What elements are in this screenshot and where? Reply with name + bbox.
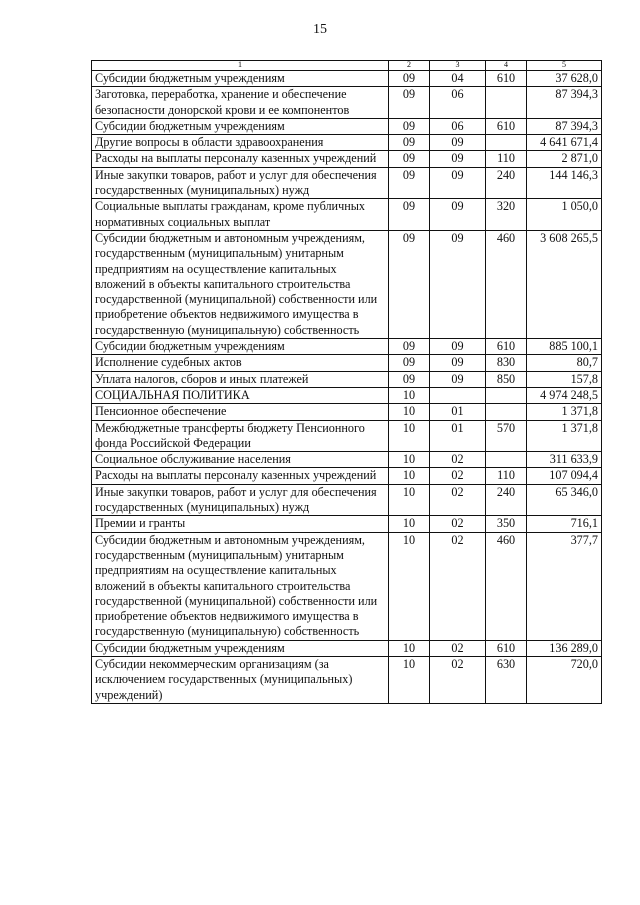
table-row [92, 371, 602, 387]
row-name-cell: Другие вопросы в области здравоохранения [92, 135, 389, 151]
row-subsection-cell: 06 [430, 118, 486, 134]
table-body [92, 71, 602, 704]
row-subsection-cell: 02 [430, 516, 486, 532]
row-expense-type-cell: 830 [486, 355, 527, 371]
row-section-cell: 10 [389, 452, 430, 468]
row-subsection-cell: 02 [430, 452, 486, 468]
row-section-cell: 10 [389, 404, 430, 420]
row-amount-cell: 136 289,0 [527, 640, 602, 656]
row-amount-cell: 3 608 265,5 [527, 230, 602, 338]
table-row [92, 452, 602, 468]
row-expense-type-cell: 630 [486, 656, 527, 703]
table-row [92, 199, 602, 231]
row-expense-type-cell: 610 [486, 640, 527, 656]
row-amount-cell: 107 094,4 [527, 468, 602, 484]
row-name-cell: Субсидии бюджетным учреждениям [92, 640, 389, 656]
row-section-cell: 10 [389, 640, 430, 656]
row-amount-cell: 2 871,0 [527, 151, 602, 167]
row-name-cell: Пенсионное обеспечение [92, 404, 389, 420]
row-name-cell: Премии и гранты [92, 516, 389, 532]
table-row [92, 484, 602, 516]
row-name-cell: Иные закупки товаров, работ и услуг для обеспечения государственных (муниципальных) нужд [92, 484, 389, 516]
row-expense-type-cell [486, 452, 527, 468]
table-row [92, 420, 602, 452]
row-name-cell: Субсидии бюджетным учреждениям [92, 118, 389, 134]
row-section-cell: 09 [389, 339, 430, 355]
table-row [92, 532, 602, 640]
column-number-2: 2 [389, 61, 430, 71]
row-section-cell: 10 [389, 484, 430, 516]
table-row [92, 230, 602, 338]
row-amount-cell: 65 346,0 [527, 484, 602, 516]
column-number-5: 5 [527, 61, 602, 71]
row-amount-cell: 80,7 [527, 355, 602, 371]
table-row [92, 468, 602, 484]
row-section-cell: 09 [389, 371, 430, 387]
row-expense-type-cell: 110 [486, 151, 527, 167]
row-subsection-cell: 09 [430, 339, 486, 355]
row-section-cell: 09 [389, 87, 430, 119]
row-section-cell: 09 [389, 71, 430, 87]
row-amount-cell: 1 050,0 [527, 199, 602, 231]
row-subsection-cell: 02 [430, 532, 486, 640]
row-subsection-cell: 06 [430, 87, 486, 119]
row-section-cell: 10 [389, 387, 430, 403]
row-name-cell: Межбюджетные трансферты бюджету Пенсионного фонда Российской Федерации [92, 420, 389, 452]
row-amount-cell: 716,1 [527, 516, 602, 532]
row-name-cell: Субсидии бюджетным учреждениям [92, 339, 389, 355]
table-row [92, 339, 602, 355]
row-amount-cell: 377,7 [527, 532, 602, 640]
row-subsection-cell: 02 [430, 640, 486, 656]
row-amount-cell: 87 394,3 [527, 118, 602, 134]
table-row [92, 656, 602, 703]
row-subsection-cell: 09 [430, 151, 486, 167]
row-expense-type-cell: 610 [486, 71, 527, 87]
row-amount-cell: 37 628,0 [527, 71, 602, 87]
row-section-cell: 09 [389, 230, 430, 338]
row-name-cell: СОЦИАЛЬНАЯ ПОЛИТИКА [92, 387, 389, 403]
row-name-cell: Уплата налогов, сборов и иных платежей [92, 371, 389, 387]
row-subsection-cell: 02 [430, 468, 486, 484]
row-amount-cell: 885 100,1 [527, 339, 602, 355]
row-subsection-cell: 09 [430, 199, 486, 231]
row-section-cell: 09 [389, 167, 430, 199]
table-row [92, 135, 602, 151]
row-expense-type-cell: 460 [486, 532, 527, 640]
table-row [92, 387, 602, 403]
row-expense-type-cell [486, 387, 527, 403]
row-subsection-cell: 02 [430, 656, 486, 703]
row-section-cell: 09 [389, 151, 430, 167]
row-amount-cell: 311 633,9 [527, 452, 602, 468]
row-name-cell: Социальное обслуживание населения [92, 452, 389, 468]
row-name-cell: Субсидии бюджетным и автономным учреждениям, государственным (муниципальным) унитарным предприятиям на осуществление капитальных вложений в объекты капитального строительства государственной (муниципальной) собственности или приобретение объектов недвижимого имущества в государственную (муниципальную) собственность [92, 230, 389, 338]
row-subsection-cell: 09 [430, 355, 486, 371]
table-row [92, 71, 602, 87]
row-section-cell: 09 [389, 118, 430, 134]
row-name-cell: Субсидии бюджетным учреждениям [92, 71, 389, 87]
row-subsection-cell: 09 [430, 135, 486, 151]
table-row [92, 404, 602, 420]
row-amount-cell: 157,8 [527, 371, 602, 387]
row-section-cell: 10 [389, 420, 430, 452]
row-subsection-cell: 01 [430, 420, 486, 452]
table-row [92, 87, 602, 119]
row-subsection-cell: 01 [430, 404, 486, 420]
row-expense-type-cell [486, 87, 527, 119]
table-row [92, 355, 602, 371]
table-row [92, 118, 602, 134]
row-section-cell: 09 [389, 135, 430, 151]
row-name-cell: Субсидии бюджетным и автономным учреждениям, государственным (муниципальным) унитарным предприятиям на осуществление капитальных вложений в объекты капитального строительства государственной (муниципальной) собственности или приобретение объектов недвижимого имущества в государственную (муниципальную) собственность [92, 532, 389, 640]
row-expense-type-cell: 570 [486, 420, 527, 452]
table-row [92, 516, 602, 532]
row-expense-type-cell: 320 [486, 199, 527, 231]
row-subsection-cell: 09 [430, 371, 486, 387]
table-row [92, 167, 602, 199]
row-amount-cell: 1 371,8 [527, 420, 602, 452]
row-section-cell: 09 [389, 199, 430, 231]
row-subsection-cell: 09 [430, 230, 486, 338]
column-number-4: 4 [486, 61, 527, 71]
row-amount-cell: 1 371,8 [527, 404, 602, 420]
row-section-cell: 09 [389, 355, 430, 371]
row-name-cell: Заготовка, переработка, хранение и обеспечение безопасности донорской крови и ее компонентов [92, 87, 389, 119]
row-amount-cell: 87 394,3 [527, 87, 602, 119]
row-name-cell: Субсидии некоммерческим организациям (за исключением государственных (муниципальных) учреждений) [92, 656, 389, 703]
row-name-cell: Социальные выплаты гражданам, кроме публичных нормативных социальных выплат [92, 199, 389, 231]
row-amount-cell: 720,0 [527, 656, 602, 703]
row-expense-type-cell: 610 [486, 339, 527, 355]
table-header [92, 61, 602, 71]
row-expense-type-cell: 460 [486, 230, 527, 338]
row-name-cell: Исполнение судебных актов [92, 355, 389, 371]
row-section-cell: 10 [389, 468, 430, 484]
row-subsection-cell [430, 387, 486, 403]
row-name-cell: Расходы на выплаты персоналу казенных учреждений [92, 468, 389, 484]
row-name-cell: Расходы на выплаты персоналу казенных учреждений [92, 151, 389, 167]
row-amount-cell: 144 146,3 [527, 167, 602, 199]
row-section-cell: 10 [389, 516, 430, 532]
row-amount-cell: 4 974 248,5 [527, 387, 602, 403]
row-expense-type-cell: 110 [486, 468, 527, 484]
row-expense-type-cell [486, 404, 527, 420]
column-number-3: 3 [430, 61, 486, 71]
column-number-1: 1 [92, 61, 389, 71]
row-expense-type-cell: 610 [486, 118, 527, 134]
row-subsection-cell: 09 [430, 167, 486, 199]
row-expense-type-cell: 240 [486, 484, 527, 516]
table-row [92, 151, 602, 167]
row-section-cell: 10 [389, 656, 430, 703]
row-subsection-cell: 04 [430, 71, 486, 87]
row-expense-type-cell: 850 [486, 371, 527, 387]
row-section-cell: 10 [389, 532, 430, 640]
row-expense-type-cell: 350 [486, 516, 527, 532]
row-expense-type-cell: 240 [486, 167, 527, 199]
page-number: 15 [313, 22, 327, 37]
table-row [92, 640, 602, 656]
row-expense-type-cell [486, 135, 527, 151]
budget-table [91, 60, 602, 704]
row-name-cell: Иные закупки товаров, работ и услуг для обеспечения государственных (муниципальных) нужд [92, 167, 389, 199]
row-subsection-cell: 02 [430, 484, 486, 516]
row-amount-cell: 4 641 671,4 [527, 135, 602, 151]
